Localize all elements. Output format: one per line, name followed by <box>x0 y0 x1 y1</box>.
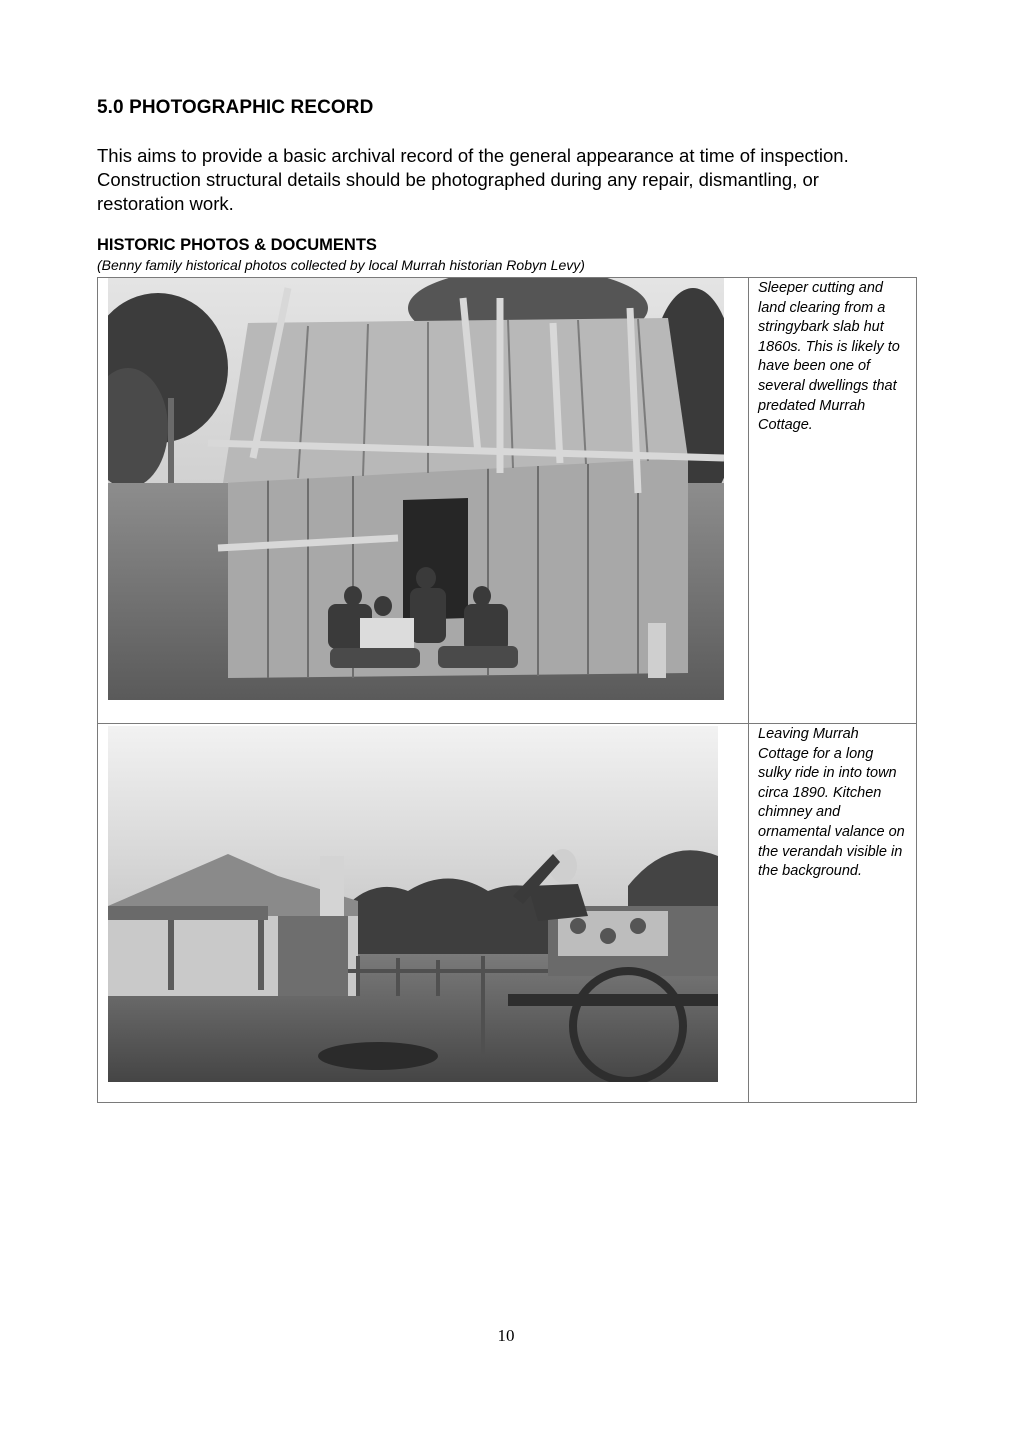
photo-table <box>97 277 917 1103</box>
photo-row <box>98 278 916 724</box>
column-divider <box>748 278 749 723</box>
photo-credit: (Benny family historical photos collected by local Murrah historian Robyn Levy) <box>97 257 585 273</box>
photo-caption: Sleeper cutting and land clearing from a stringybark slab hut 1860s. This is likely to have been one of several dwellings that predated Murrah Cottage. <box>758 280 900 434</box>
slab-hut-photo <box>108 278 724 700</box>
intro-paragraph: This aims to provide a basic archival record of the general appearance at time of inspection. Construction structural details should be photographed during any repair, dismantling, or restoration work. <box>97 145 849 214</box>
photo-row <box>98 724 916 1102</box>
column-divider <box>748 724 749 1102</box>
photo-caption: Leaving Murrah Cottage for a long sulky ride in into town circa 1890. Kitchen chimney and ornamental valance on the verandah visible in the background. <box>758 726 905 880</box>
section-heading: 5.0 PHOTOGRAPHIC RECORD <box>97 97 374 118</box>
sulky-ride-photo <box>108 726 718 1082</box>
page-number: 10 <box>497 1326 515 1345</box>
historic-photos-heading: HISTORIC PHOTOS & DOCUMENTS <box>97 236 377 254</box>
